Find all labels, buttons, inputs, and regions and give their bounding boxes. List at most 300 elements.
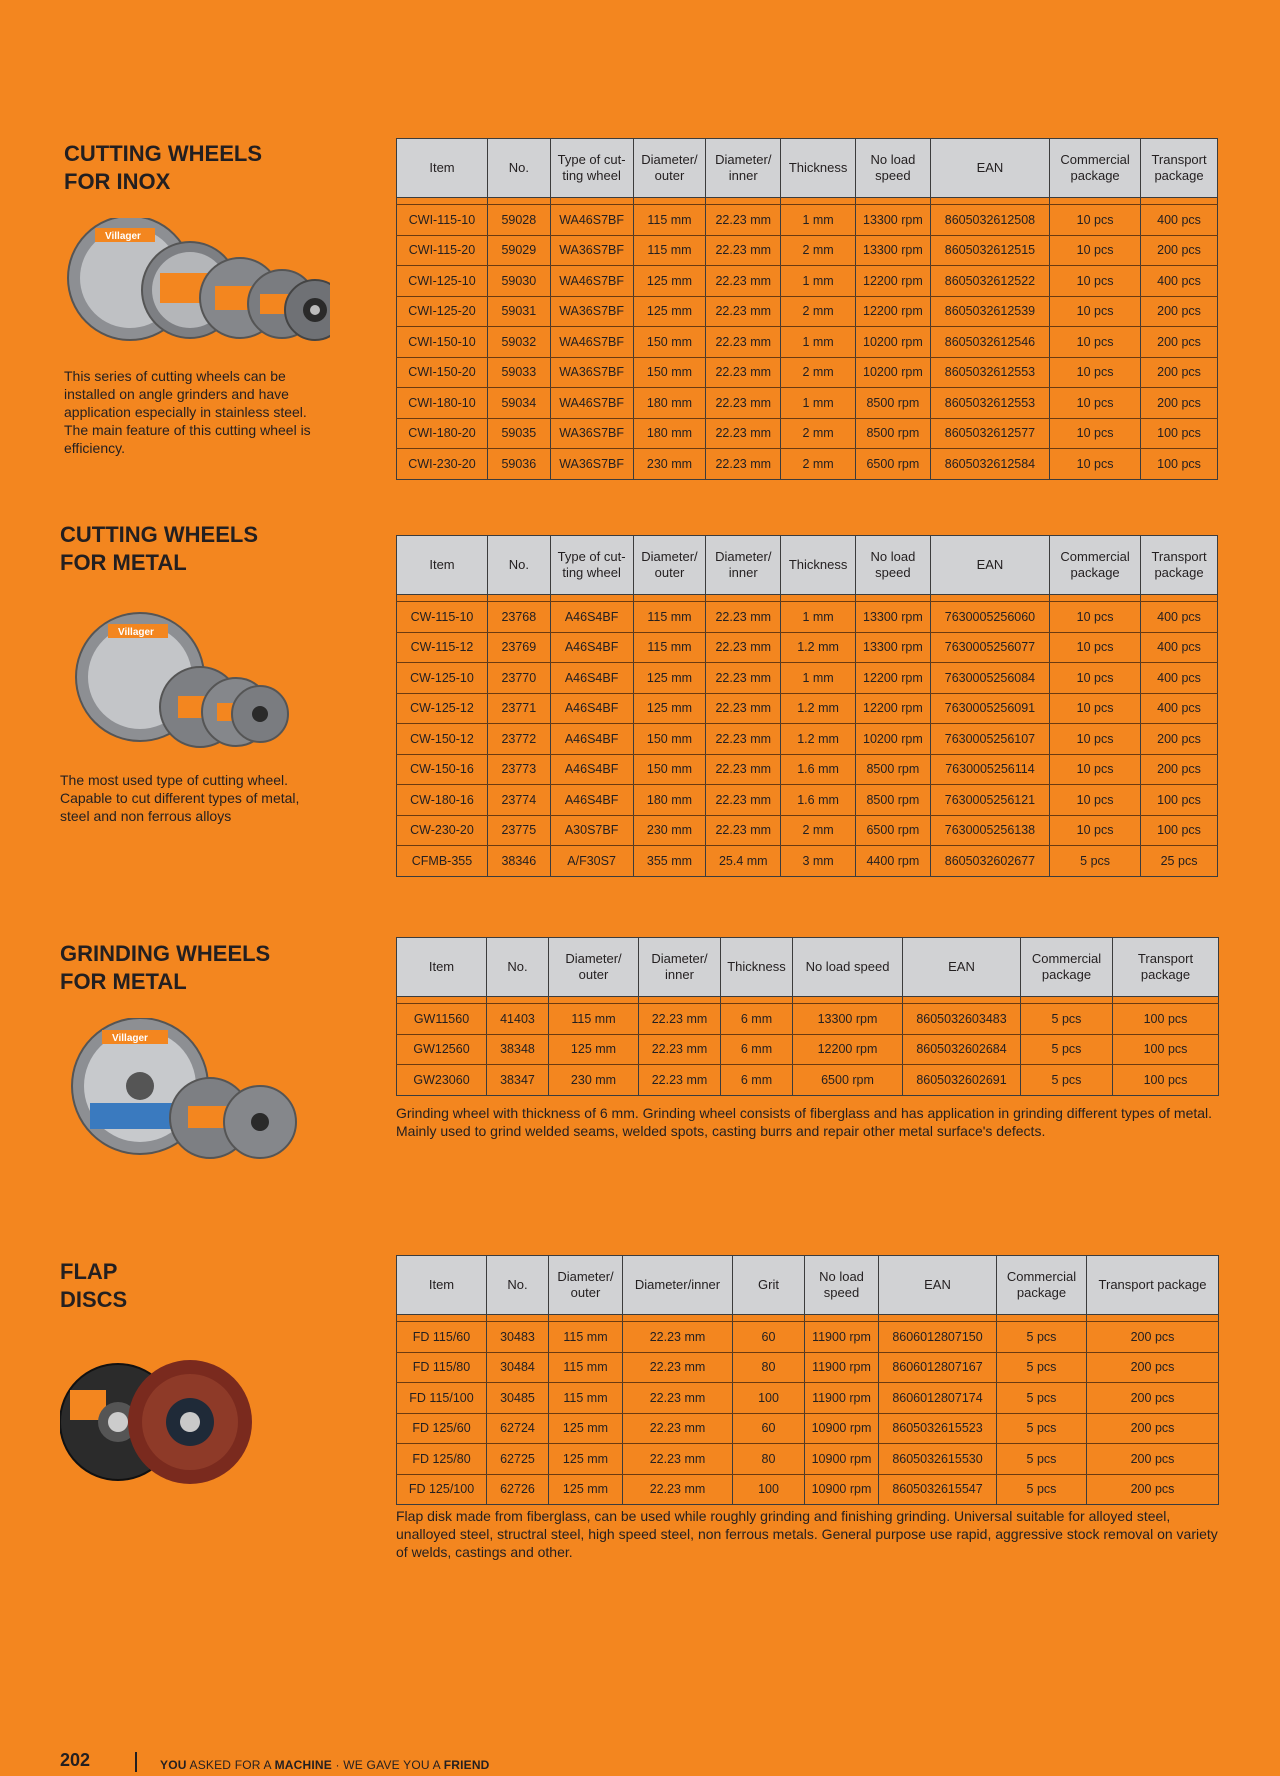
table-cell: 8605032602677 <box>930 846 1049 877</box>
table-row <box>397 1352 1219 1383</box>
table-cell: 7630005256091 <box>930 693 1049 724</box>
table-row <box>397 1034 1219 1065</box>
col-header: Thickness <box>781 139 856 198</box>
table-cell: CWI-150-20 <box>397 357 488 388</box>
table-cell: 8605032612546 <box>930 327 1049 358</box>
table-row <box>397 785 1218 816</box>
table-cell: 23771 <box>487 693 550 724</box>
table-row <box>397 418 1218 449</box>
spacer-cell <box>550 198 633 205</box>
table-cell: 7630005256077 <box>930 632 1049 663</box>
spacer-cell <box>623 1315 733 1322</box>
table-cell: 7630005256138 <box>930 815 1049 846</box>
table-cell: 115 mm <box>549 1383 623 1414</box>
table-cell: 59029 <box>487 235 550 266</box>
table-cell: 2 mm <box>781 418 856 449</box>
col-header: Commercial package <box>1050 536 1141 595</box>
table-cell: 12200 rpm <box>793 1034 903 1065</box>
col-header: EAN <box>930 536 1049 595</box>
table-cell: 400 pcs <box>1141 632 1218 663</box>
table-spacer-row <box>397 997 1219 1004</box>
col-header: Transport package <box>1087 1256 1219 1315</box>
spacer-cell <box>487 198 550 205</box>
table-header-row <box>397 938 1219 997</box>
col-header: Diameter/inner <box>623 1256 733 1315</box>
spacer-cell <box>549 997 639 1004</box>
table-cell: 22.23 mm <box>706 693 781 724</box>
spacer-cell <box>805 1315 879 1322</box>
table-cell: CFMB-355 <box>397 846 488 877</box>
table-cell: 22.23 mm <box>623 1383 733 1414</box>
table-cell: 180 mm <box>633 785 706 816</box>
table-cell: 10 pcs <box>1050 235 1141 266</box>
table-cell: CWI-125-10 <box>397 266 488 297</box>
table-cell: 13300 rpm <box>855 602 930 633</box>
spacer-cell <box>879 1315 997 1322</box>
table-cell: A46S4BF <box>550 754 633 785</box>
table-cell: 13300 rpm <box>855 205 930 236</box>
table-cell: 125 mm <box>549 1034 639 1065</box>
table-cell: 12200 rpm <box>855 693 930 724</box>
table-cell: 2 mm <box>781 815 856 846</box>
table-cell: 6 mm <box>721 1004 793 1035</box>
table-cell: 1 mm <box>781 663 856 694</box>
table-cell: 10 pcs <box>1050 388 1141 419</box>
table-cell: 38346 <box>487 846 550 877</box>
table-cell: 100 pcs <box>1113 1034 1219 1065</box>
col-header: Commercial package <box>1050 139 1141 198</box>
table-cell: 180 mm <box>633 418 706 449</box>
table-cell: A/F30S7 <box>550 846 633 877</box>
table-cell: WA46S7BF <box>550 266 633 297</box>
table-cell: 22.23 mm <box>706 418 781 449</box>
table-cell: 1.2 mm <box>781 693 856 724</box>
table-cell: 22.23 mm <box>706 663 781 694</box>
table-cell: 150 mm <box>633 754 706 785</box>
table-cell: 1 mm <box>781 205 856 236</box>
table-cell: 125 mm <box>633 296 706 327</box>
table-cell: 10 pcs <box>1050 632 1141 663</box>
table-cell: 8605032612553 <box>930 388 1049 419</box>
spacer-cell <box>733 1315 805 1322</box>
table-cell: 4400 rpm <box>855 846 930 877</box>
col-header: Thickness <box>721 938 793 997</box>
table-cell: 30485 <box>487 1383 549 1414</box>
table-cell: 60 <box>733 1322 805 1353</box>
table-row <box>397 1444 1219 1475</box>
spacer-cell <box>1021 997 1113 1004</box>
spacer-cell <box>997 1315 1087 1322</box>
table-cell: WA36S7BF <box>550 357 633 388</box>
table-cell: 23770 <box>487 663 550 694</box>
brand-logo: Villager <box>105 231 141 242</box>
table-cell: 7630005256121 <box>930 785 1049 816</box>
table-cell: 41403 <box>487 1004 549 1035</box>
table-cell: 8605032615530 <box>879 1444 997 1475</box>
table-cell: 8605032612553 <box>930 357 1049 388</box>
grinding-product-image <box>60 1018 300 1163</box>
spacer-cell <box>903 997 1021 1004</box>
table-cell: CWI-150-10 <box>397 327 488 358</box>
table-cell: 115 mm <box>549 1352 623 1383</box>
table-cell: 10 pcs <box>1050 449 1141 480</box>
metal-spec-table <box>396 535 1218 877</box>
table-cell: 59030 <box>487 266 550 297</box>
metal-table-body <box>397 595 1218 877</box>
col-header: Diameter/ outer <box>633 536 706 595</box>
table-cell: 22.23 mm <box>623 1322 733 1353</box>
footer-divider <box>135 1752 137 1772</box>
spacer-cell <box>855 595 930 602</box>
table-cell: 59034 <box>487 388 550 419</box>
table-cell: 59031 <box>487 296 550 327</box>
col-header: No. <box>487 1256 549 1315</box>
table-cell: 10 pcs <box>1050 815 1141 846</box>
table-row <box>397 663 1218 694</box>
table-cell: 100 pcs <box>1141 815 1218 846</box>
col-header: Item <box>397 938 487 997</box>
table-cell: 11900 rpm <box>805 1322 879 1353</box>
table-cell: 7630005256114 <box>930 754 1049 785</box>
brand-logo: Villager <box>118 627 154 638</box>
table-cell: 10900 rpm <box>805 1413 879 1444</box>
table-cell: WA36S7BF <box>550 418 633 449</box>
spacer-cell <box>487 595 550 602</box>
table-cell: 10200 rpm <box>855 724 930 755</box>
table-cell: 10 pcs <box>1050 785 1141 816</box>
table-cell: 10 pcs <box>1050 693 1141 724</box>
table-cell: 23774 <box>487 785 550 816</box>
table-cell: 38348 <box>487 1034 549 1065</box>
table-cell: 100 pcs <box>1113 1065 1219 1096</box>
table-cell: 1 mm <box>781 266 856 297</box>
spacer-cell <box>1050 595 1141 602</box>
table-cell: GW23060 <box>397 1065 487 1096</box>
table-cell: 22.23 mm <box>706 357 781 388</box>
inox-table-body <box>397 198 1218 480</box>
table-cell: 200 pcs <box>1141 754 1218 785</box>
spacer-cell <box>781 595 856 602</box>
table-cell: 10900 rpm <box>805 1444 879 1475</box>
table-cell: 22.23 mm <box>706 266 781 297</box>
table-cell: 1 mm <box>781 388 856 419</box>
spacer-cell <box>550 595 633 602</box>
table-cell: 10 pcs <box>1050 724 1141 755</box>
col-header: Diameter/ inner <box>706 536 781 595</box>
table-cell: 150 mm <box>633 724 706 755</box>
table-cell: CW-115-10 <box>397 602 488 633</box>
table-cell: 180 mm <box>633 388 706 419</box>
spacer-cell <box>721 997 793 1004</box>
table-cell: 22.23 mm <box>706 327 781 358</box>
table-cell: 7630005256084 <box>930 663 1049 694</box>
col-header: EAN <box>879 1256 997 1315</box>
table-cell: 8605032612508 <box>930 205 1049 236</box>
table-cell: 100 pcs <box>1141 785 1218 816</box>
table-cell: FD 115/60 <box>397 1322 487 1353</box>
table-cell: GW11560 <box>397 1004 487 1035</box>
table-row <box>397 815 1218 846</box>
col-header: No load speed <box>793 938 903 997</box>
spacer-cell <box>855 198 930 205</box>
table-cell: 10200 rpm <box>855 327 930 358</box>
flap-product-image <box>60 1360 260 1485</box>
table-cell: 22.23 mm <box>639 1065 721 1096</box>
table-cell: 100 pcs <box>1141 418 1218 449</box>
flap-spec-table <box>396 1255 1219 1505</box>
table-cell: 22.23 mm <box>706 296 781 327</box>
table-cell: 12200 rpm <box>855 663 930 694</box>
table-cell: 10 pcs <box>1050 296 1141 327</box>
table-cell: A46S4BF <box>550 724 633 755</box>
table-cell: 23769 <box>487 632 550 663</box>
col-header: Transport package <box>1141 139 1218 198</box>
spacer-cell <box>706 198 781 205</box>
table-cell: FD 115/100 <box>397 1383 487 1414</box>
table-spacer-row <box>397 1315 1219 1322</box>
table-cell: 8500 rpm <box>855 388 930 419</box>
table-cell: 8606012807167 <box>879 1352 997 1383</box>
table-cell: 200 pcs <box>1141 388 1218 419</box>
table-cell: 8500 rpm <box>855 418 930 449</box>
table-cell: 400 pcs <box>1141 205 1218 236</box>
table-cell: 200 pcs <box>1087 1322 1219 1353</box>
table-cell: 2 mm <box>781 357 856 388</box>
table-cell: CWI-180-20 <box>397 418 488 449</box>
page-number: 202 <box>60 1750 91 1770</box>
table-cell: 22.23 mm <box>639 1004 721 1035</box>
table-cell: 1 mm <box>781 602 856 633</box>
table-row <box>397 846 1218 877</box>
table-cell: 8606012807150 <box>879 1322 997 1353</box>
table-cell: CWI-230-20 <box>397 449 488 480</box>
table-cell: 200 pcs <box>1087 1413 1219 1444</box>
spacer-cell <box>1141 595 1218 602</box>
table-cell: CW-150-12 <box>397 724 488 755</box>
metal-description: The most used type of cutting wheel. Capable to cut different types of metal, steel and non ferrous alloys <box>60 772 300 824</box>
table-cell: 80 <box>733 1444 805 1475</box>
table-cell: 8605032612515 <box>930 235 1049 266</box>
spacer-cell <box>397 997 487 1004</box>
col-header: Diameter/ inner <box>706 139 781 198</box>
table-cell: 100 <box>733 1474 805 1505</box>
table-cell: 6 mm <box>721 1034 793 1065</box>
col-header: Type of cut-ting wheel <box>550 536 633 595</box>
table-cell: 80 <box>733 1352 805 1383</box>
col-header: Grit <box>733 1256 805 1315</box>
table-cell: 11900 rpm <box>805 1383 879 1414</box>
metal-title: CUTTING WHEELS FOR METAL <box>60 522 258 575</box>
table-cell: 12200 rpm <box>855 266 930 297</box>
table-row <box>397 449 1218 480</box>
table-cell: 23768 <box>487 602 550 633</box>
table-cell: FD 125/80 <box>397 1444 487 1475</box>
col-header: Commercial package <box>1021 938 1113 997</box>
table-cell: 22.23 mm <box>623 1444 733 1475</box>
table-cell: 5 pcs <box>997 1474 1087 1505</box>
table-cell: FD 115/80 <box>397 1352 487 1383</box>
flap-title: FLAP DISCS <box>60 1259 128 1312</box>
table-row <box>397 754 1218 785</box>
table-cell: 3 mm <box>781 846 856 877</box>
table-cell: GW12560 <box>397 1034 487 1065</box>
col-header: Item <box>397 536 488 595</box>
table-cell: 8605032602684 <box>903 1034 1021 1065</box>
table-cell: 22.23 mm <box>706 785 781 816</box>
col-header: Diameter/ outer <box>549 938 639 997</box>
table-cell: 10 pcs <box>1050 663 1141 694</box>
table-cell: WA46S7BF <box>550 388 633 419</box>
table-header-row <box>397 139 1218 198</box>
table-cell: 25 pcs <box>1141 846 1218 877</box>
table-spacer-row <box>397 595 1218 602</box>
table-cell: 230 mm <box>549 1065 639 1096</box>
table-cell: 200 pcs <box>1141 327 1218 358</box>
table-cell: 6500 rpm <box>855 449 930 480</box>
table-cell: 1.2 mm <box>781 724 856 755</box>
table-cell: 12200 rpm <box>855 296 930 327</box>
table-cell: CWI-115-20 <box>397 235 488 266</box>
table-cell: 230 mm <box>633 815 706 846</box>
table-cell: 200 pcs <box>1141 296 1218 327</box>
table-cell: 10 pcs <box>1050 418 1141 449</box>
table-cell: 150 mm <box>633 327 706 358</box>
table-cell: 5 pcs <box>1021 1034 1113 1065</box>
table-cell: 115 mm <box>549 1322 623 1353</box>
table-cell: 125 mm <box>633 693 706 724</box>
table-cell: 59033 <box>487 357 550 388</box>
table-cell: 200 pcs <box>1087 1352 1219 1383</box>
table-cell: 6500 rpm <box>793 1065 903 1096</box>
table-cell: 8605032615523 <box>879 1413 997 1444</box>
inox-product-image <box>60 218 330 353</box>
table-cell: CW-125-10 <box>397 663 488 694</box>
inox-description: This series of cutting wheels can be installed on angle grinders and have application especially in stainless steel. The main feature of this cutting wheel is efficiency. <box>64 368 311 456</box>
table-header-row <box>397 1256 1219 1315</box>
table-cell: 115 mm <box>633 235 706 266</box>
table-cell: WA36S7BF <box>550 296 633 327</box>
flap-table-body <box>397 1315 1219 1505</box>
table-cell: 200 pcs <box>1087 1474 1219 1505</box>
col-header: Transport package <box>1113 938 1219 997</box>
table-cell: 38347 <box>487 1065 549 1096</box>
table-cell: 200 pcs <box>1087 1383 1219 1414</box>
table-cell: 7630005256060 <box>930 602 1049 633</box>
table-cell: 5 pcs <box>997 1322 1087 1353</box>
table-cell: 22.23 mm <box>623 1474 733 1505</box>
table-cell: 2 mm <box>781 449 856 480</box>
table-row <box>397 632 1218 663</box>
table-row <box>397 327 1218 358</box>
table-cell: 59032 <box>487 327 550 358</box>
table-cell: 5 pcs <box>997 1383 1087 1414</box>
table-cell: 8605032603483 <box>903 1004 1021 1035</box>
table-cell: 125 mm <box>549 1413 623 1444</box>
table-cell: 62726 <box>487 1474 549 1505</box>
table-cell: FD 125/60 <box>397 1413 487 1444</box>
table-row <box>397 1474 1219 1505</box>
grinding-title: GRINDING WHEELS FOR METAL <box>60 941 271 994</box>
table-cell: 8605032612522 <box>930 266 1049 297</box>
spacer-cell <box>781 198 856 205</box>
table-row <box>397 693 1218 724</box>
table-cell: A46S4BF <box>550 632 633 663</box>
table-cell: 23773 <box>487 754 550 785</box>
table-row <box>397 357 1218 388</box>
table-row <box>397 1383 1219 1414</box>
table-cell: 10 pcs <box>1050 205 1141 236</box>
spacer-cell <box>397 198 488 205</box>
table-cell: 125 mm <box>633 663 706 694</box>
table-header-row <box>397 536 1218 595</box>
table-cell: 8500 rpm <box>855 754 930 785</box>
table-cell: 10200 rpm <box>855 357 930 388</box>
table-cell: 1.6 mm <box>781 785 856 816</box>
flap-description: Flap disk made from fiberglass, can be used while roughly grinding and finishing grinding. Universal suitable for alloyed steel, unalloyed steel, structral steel, high speed steel, non ferrous metals. General purpose use rapid, aggressive stock removal on variety of welds, castings and other. <box>396 1508 1218 1560</box>
table-cell: 400 pcs <box>1141 602 1218 633</box>
table-cell: A46S4BF <box>550 693 633 724</box>
table-cell: 5 pcs <box>997 1352 1087 1383</box>
table-cell: 62724 <box>487 1413 549 1444</box>
table-cell: 5 pcs <box>1021 1004 1113 1035</box>
table-cell: 11900 rpm <box>805 1352 879 1383</box>
col-header: No load speed <box>855 139 930 198</box>
table-cell: 6500 rpm <box>855 815 930 846</box>
table-cell: FD 125/100 <box>397 1474 487 1505</box>
table-cell: 60 <box>733 1413 805 1444</box>
col-header: Diameter/ inner <box>639 938 721 997</box>
table-cell: CWI-115-10 <box>397 205 488 236</box>
table-row <box>397 1413 1219 1444</box>
table-cell: 22.23 mm <box>706 754 781 785</box>
col-header: EAN <box>903 938 1021 997</box>
col-header: Item <box>397 139 488 198</box>
spacer-cell <box>549 1315 623 1322</box>
spacer-cell <box>706 595 781 602</box>
spacer-cell <box>1113 997 1219 1004</box>
spacer-cell <box>930 595 1049 602</box>
spacer-cell <box>487 1315 549 1322</box>
col-header: EAN <box>930 139 1049 198</box>
table-cell: 22.23 mm <box>639 1034 721 1065</box>
table-cell: 10900 rpm <box>805 1474 879 1505</box>
table-cell: 2 mm <box>781 235 856 266</box>
table-row <box>397 1065 1219 1096</box>
table-cell: 8605032602691 <box>903 1065 1021 1096</box>
table-cell: 6 mm <box>721 1065 793 1096</box>
table-cell: 200 pcs <box>1141 357 1218 388</box>
table-cell: CW-230-20 <box>397 815 488 846</box>
col-header: Transport package <box>1141 536 1218 595</box>
spacer-cell <box>1141 198 1218 205</box>
table-cell: 22.23 mm <box>706 815 781 846</box>
table-cell: 8605032615547 <box>879 1474 997 1505</box>
spacer-cell <box>487 997 549 1004</box>
table-cell: 1.6 mm <box>781 754 856 785</box>
table-cell: 10 pcs <box>1050 602 1141 633</box>
table-row <box>397 266 1218 297</box>
table-row <box>397 388 1218 419</box>
grinding-table-body <box>397 997 1219 1096</box>
table-cell: 125 mm <box>549 1474 623 1505</box>
table-cell: A46S4BF <box>550 602 633 633</box>
col-header: Thickness <box>781 536 856 595</box>
table-cell: 10 pcs <box>1050 357 1141 388</box>
table-cell: 100 pcs <box>1113 1004 1219 1035</box>
table-cell: 400 pcs <box>1141 663 1218 694</box>
table-cell: CWI-125-20 <box>397 296 488 327</box>
table-cell: 30484 <box>487 1352 549 1383</box>
